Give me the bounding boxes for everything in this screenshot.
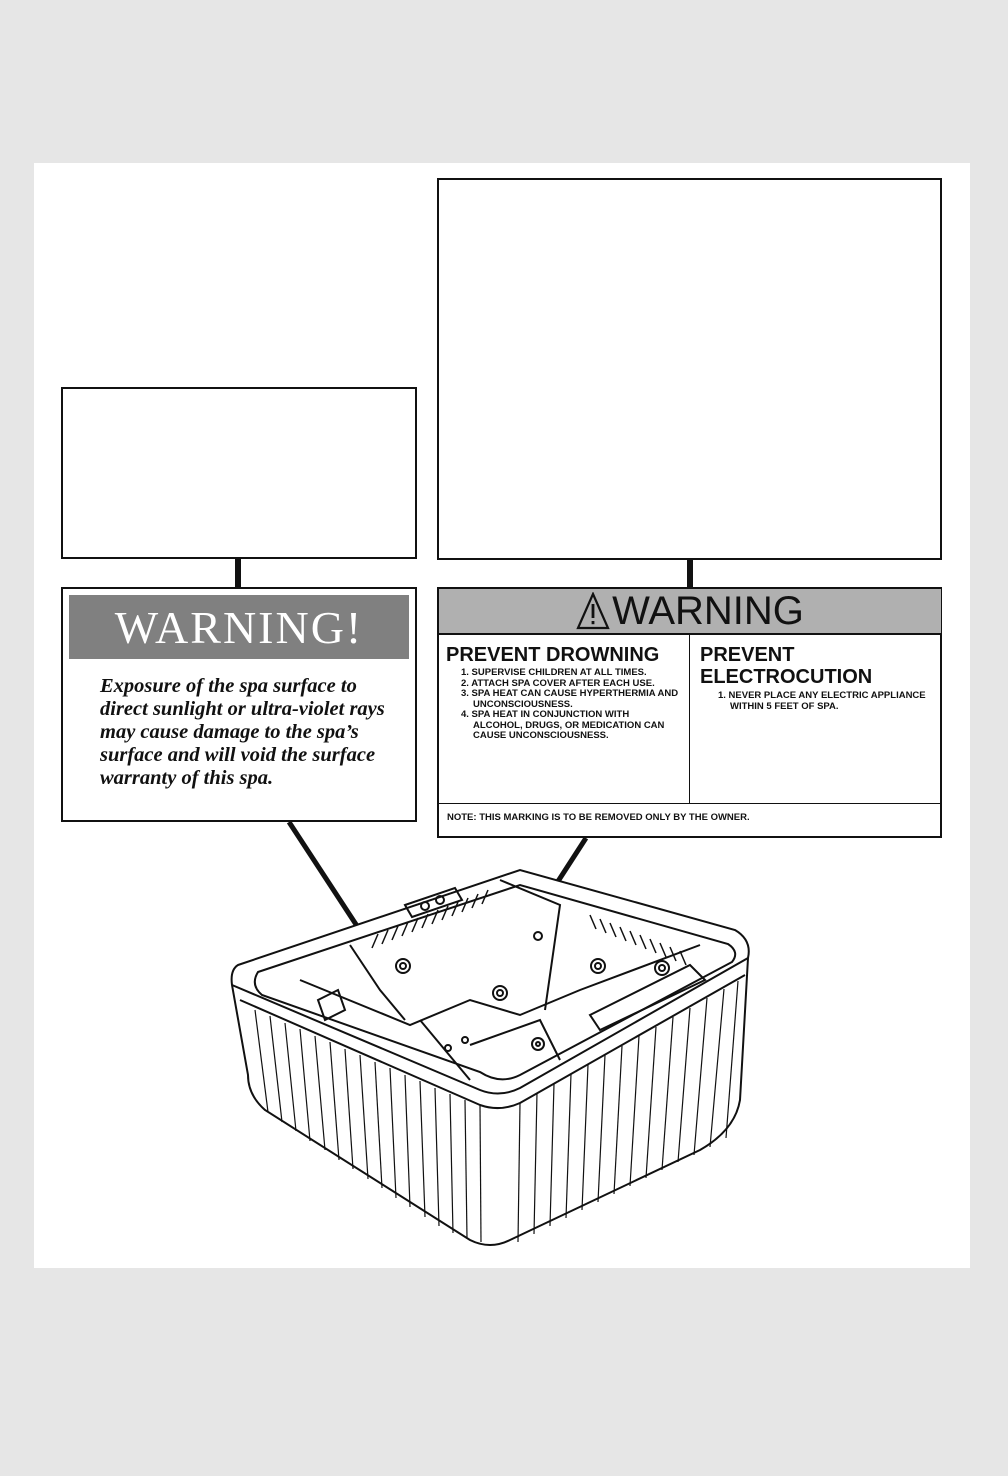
list-item: 1. NEVER PLACE ANY ELECTRIC APPLIANCE WITHIN 5 FEET OF SPA. [718,690,926,712]
list-item: 3. SPA HEAT CAN CAUSE HYPERTHERMIA AND UNCONSCIOUSNESS. [461,688,679,710]
prevent-drowning-title: PREVENT DROWNING [446,644,660,666]
spa-tub [232,870,749,1245]
removal-note: NOTE: THIS MARKING IS TO BE REMOVED ONLY BY THE OWNER. [447,812,750,823]
prevent-electrocution-title-1: PREVENT [700,644,795,666]
sunlight-warning-text: Exposure of the spa surface to direct sunlight or ultra-violet rays may cause damage to the spa’s surface and will void the surface warranty of this spa. [100,675,385,789]
list-item: 4. SPA HEAT IN CONJUNCTION WITH ALCOHOL, DRUGS, OR MEDICATION CAN CAUSE UNCONSCIOUSNESS. [461,709,665,741]
list-item: 2. ATTACH SPA COVER AFTER EACH USE. [461,677,655,689]
list-item: 1. SUPERVISE CHILDREN AT ALL TIMES. [461,667,647,678]
warning-banner: WARNING! [69,595,409,659]
warning-header-label: WARNING [612,588,804,633]
prevent-electrocution-title-2: ELECTROCUTION [700,666,873,688]
